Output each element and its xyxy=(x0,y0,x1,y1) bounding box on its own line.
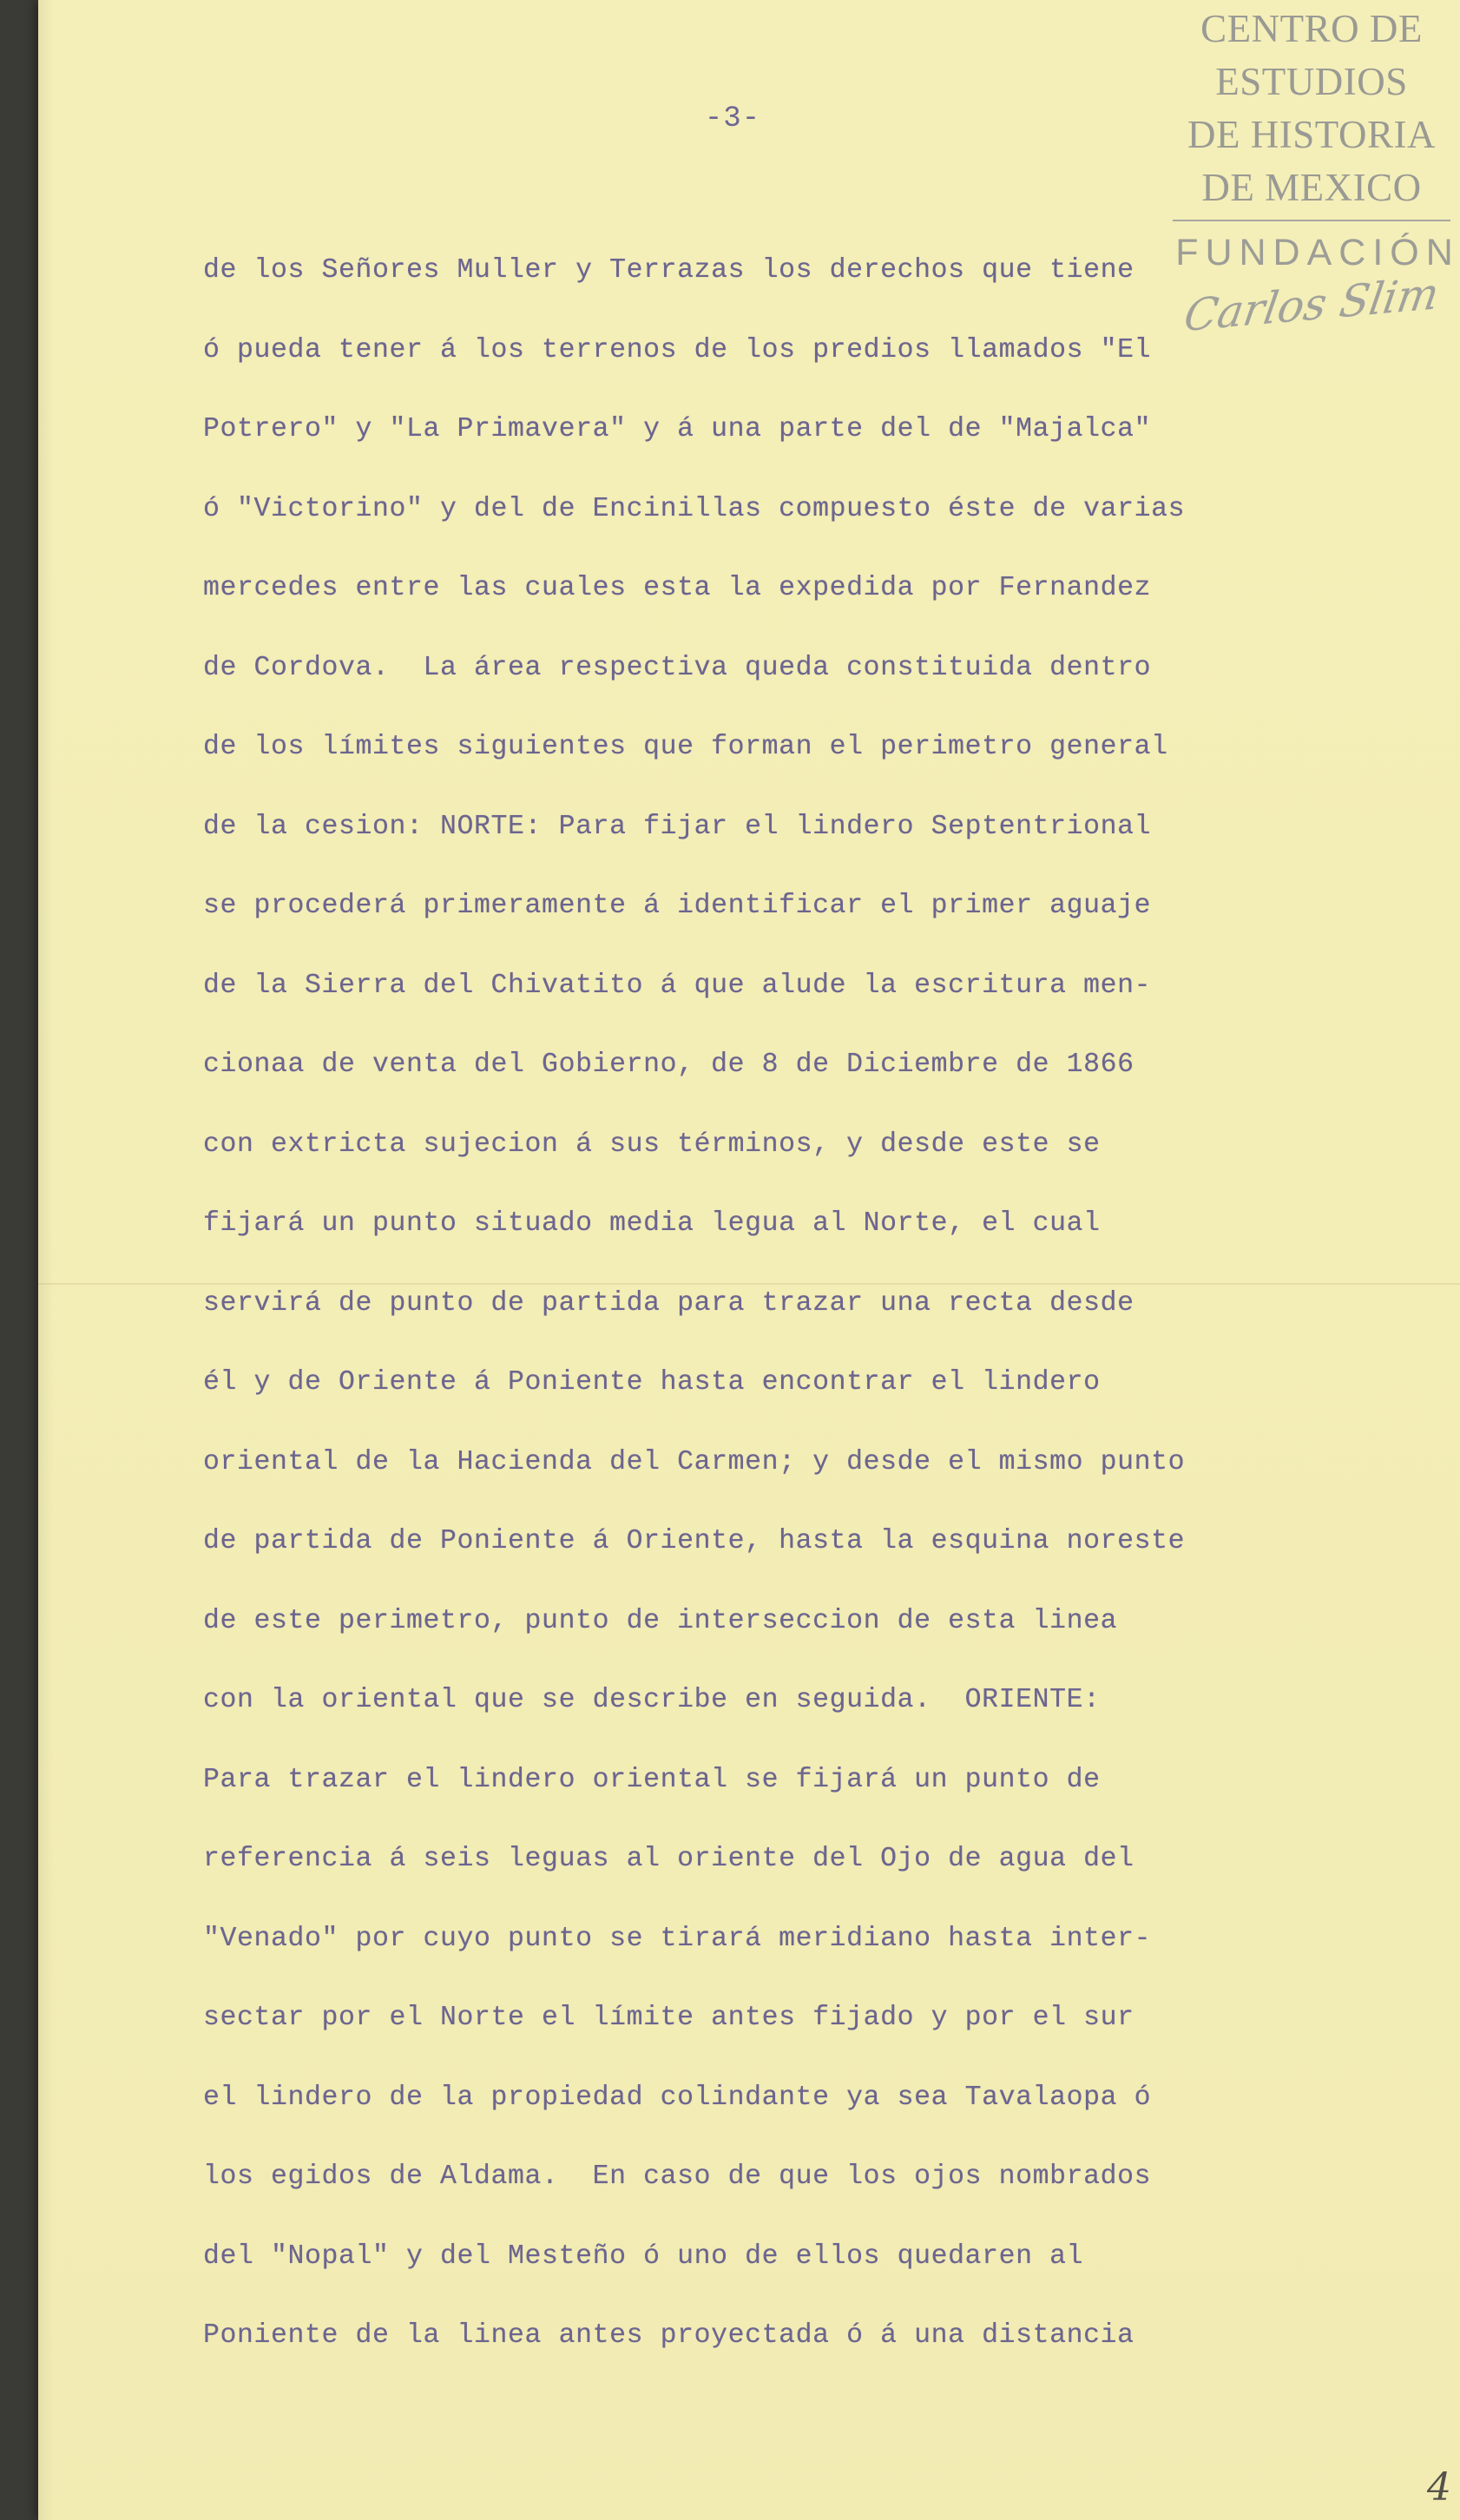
stamp-divider xyxy=(1173,220,1450,221)
stamp-signature: Carlos Slim xyxy=(1180,267,1443,342)
text-line: de los Señores Muller y Terrazas los derechos que tiene xyxy=(203,255,1134,286)
stamp-foundation-label: FUNDACIÓN xyxy=(1175,232,1460,273)
typed-body-text xyxy=(203,253,1375,2398)
stamp-line: ESTUDIOS xyxy=(1215,60,1408,103)
text-line: él y de Oriente á Poniente hasta encontrar el lindero xyxy=(203,1367,1101,1398)
text-line: se procederá primeramente á identificar el primer aguaje xyxy=(203,891,1152,921)
stamp-line: CENTRO DE xyxy=(1200,7,1423,50)
corner-folio-number: 4 xyxy=(1427,2465,1451,2510)
text-line: ó pueda tener á los terrenos de los predios llamados "El xyxy=(203,334,1152,365)
text-line: de partida de Poniente á Oriente, hasta la esquina noreste xyxy=(203,1526,1186,1556)
text-line: Para trazar el lindero oriental se fijará un punto de xyxy=(203,1764,1101,1795)
text-line: Potrero" y "La Primavera" y á una parte del de "Majalca" xyxy=(203,414,1152,444)
text-line: de la cesion: NORTE: Para fijar el lindero Septentrional xyxy=(203,811,1152,842)
stamp-line: DE MEXICO xyxy=(1201,166,1422,209)
text-line: oriental de la Hacienda del Carmen; y desde el mismo punto xyxy=(203,1446,1186,1477)
page-number: -3- xyxy=(704,102,761,135)
document-page xyxy=(38,0,1460,2520)
text-line: del "Nopal" y del Mesteño ó uno de ellos quedaren al xyxy=(203,2240,1084,2272)
text-line: de Cordova. La área respectiva queda constituida dentro xyxy=(203,652,1152,683)
text-line: referencia á seis leguas al oriente del Ojo de agua del xyxy=(203,1844,1134,1874)
text-line: de la Sierra del Chivatito á que alude la escritura men- xyxy=(203,970,1152,1001)
text-line: ó "Victorino" y del de Encinillas compuesto éste de varias xyxy=(203,493,1186,524)
text-line: de los límites siguientes que forman el perimetro general xyxy=(203,732,1168,762)
text-line: servirá de punto de partida para trazar una recta desde xyxy=(203,1287,1134,1319)
text-line: cionaa de venta del Gobierno, de 8 de Diciembre de 1866 xyxy=(203,1049,1134,1080)
text-line: fijará un punto situado media legua al Norte, el cual xyxy=(203,1208,1101,1239)
text-line: mercedes entre las cuales esta la expedida por Fernandez xyxy=(203,573,1152,603)
text-line: los egidos de Aldama. En caso de que los ojos nombrados xyxy=(203,2161,1152,2192)
text-line: de este perimetro, punto de interseccion de esta linea xyxy=(203,1605,1118,1636)
text-line: "Venado" por cuyo punto se tirará meridiano hasta inter- xyxy=(203,1923,1152,1954)
text-line: el lindero de la propiedad colindante ya sea Tavalaopa ó xyxy=(203,2082,1152,2113)
text-line: con extricta sujecion á sus términos, y desde este se xyxy=(203,1128,1101,1160)
text-line: con la oriental que se describe en seguida. ORIENTE: xyxy=(203,1685,1101,1715)
text-line: Poniente de la linea antes proyectada ó á una distancia xyxy=(203,2320,1134,2351)
text-line: sectar por el Norte el límite antes fijado y por el sur xyxy=(203,2003,1134,2033)
stamp-line: DE HISTORIA xyxy=(1187,113,1436,156)
archive-watermark-stamp xyxy=(1163,0,1460,365)
